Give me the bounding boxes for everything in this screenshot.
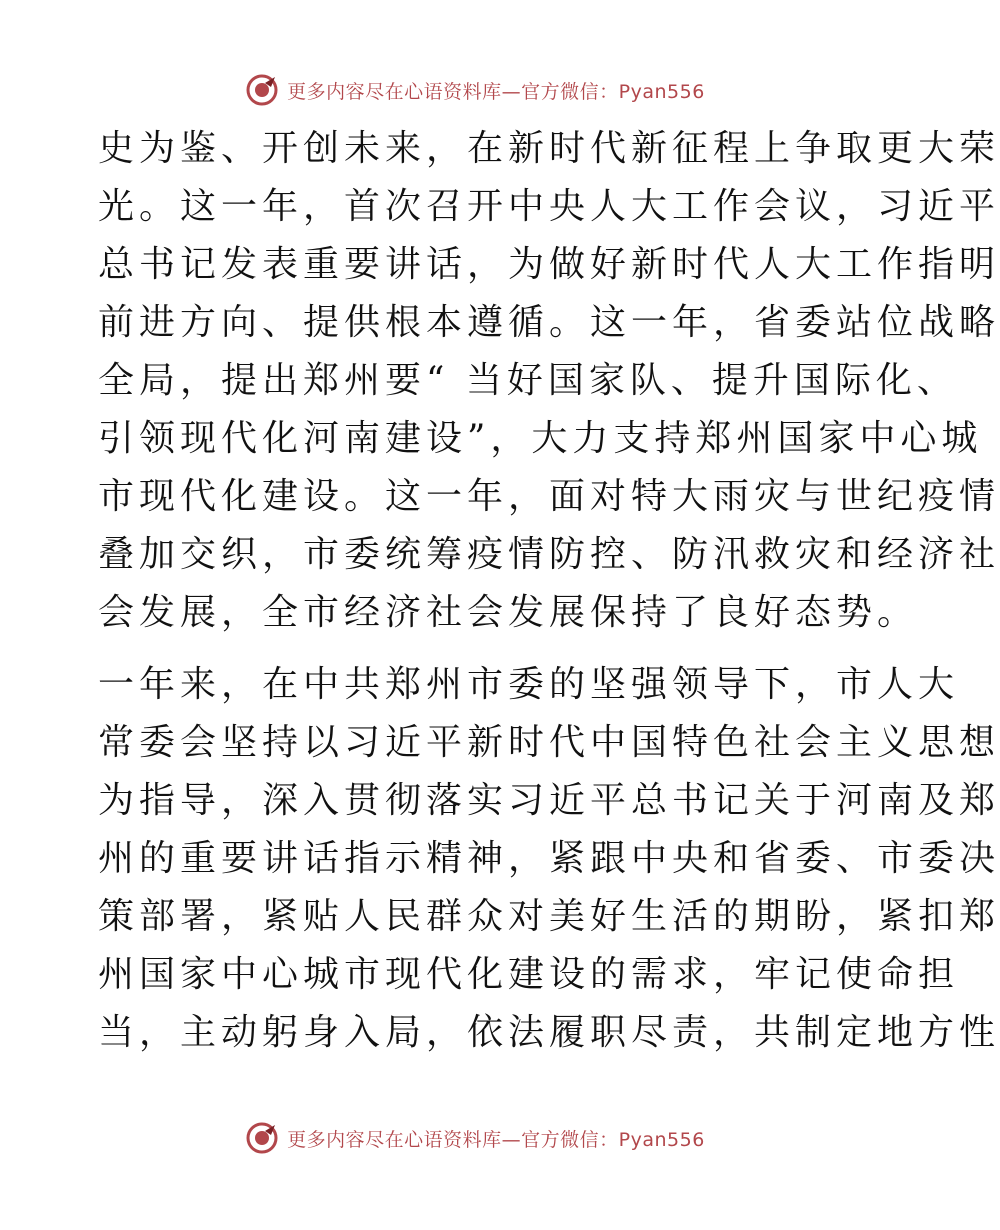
text-line: 当，主动躬身入局，依法履职尽责，共制定地方性: [98, 1012, 1000, 1053]
text-line: 常委会坚持以习近平新时代中国特色社会主义思想: [98, 722, 1000, 763]
text-line: 一年来，在中共郑州市委的坚强领导下，市人大: [98, 664, 960, 705]
text-line: 会发展，全市经济社会发展保持了良好态势。: [98, 592, 919, 633]
text-line: 叠加交织，市委统筹疫情防控、防汛救灾和经济社: [98, 534, 1000, 575]
text-line: 全局，提出郑州要“ 当好国家队、提升国际化、: [98, 360, 958, 401]
footer-watermark-text: 更多内容尽在心语资料库—官方微信：Pyan556: [287, 1128, 705, 1151]
text-line: 市现代化建设。这一年，面对特大雨灾与世纪疫情: [98, 476, 1000, 517]
footer-watermark: [0, 1118, 950, 1158]
paragraph-2: [98, 656, 1000, 1062]
header-watermark-text: 更多内容尽在心语资料库—官方微信：Pyan556: [287, 80, 705, 103]
text-line: 州国家中心城市现代化建设的需求，牢记使命担: [98, 954, 960, 995]
logo-icon: [245, 1121, 279, 1155]
paragraph-1: [98, 120, 1000, 642]
text-line: 州的重要讲话指示精神，紧跟中央和省委、市委决: [98, 838, 1000, 879]
text-line: 总书记发表重要讲话，为做好新时代人大工作指明: [98, 244, 1000, 285]
text-line: 光。这一年，首次召开中央人大工作会议，习近平: [98, 186, 1000, 227]
logo-icon: [245, 73, 279, 107]
text-line: 为指导，深入贯彻落实习近平总书记关于河南及郑: [98, 780, 1000, 821]
document-body: [98, 120, 1000, 1062]
text-line: 前进方向、提供根本遵循。这一年，省委站位战略: [98, 302, 1000, 343]
paragraph-gap: [98, 642, 858, 656]
header-watermark: [0, 70, 950, 110]
text-line: 引领现代化河南建设”，大力支持郑州国家中心城: [98, 418, 983, 459]
text-line: 史为鉴、开创未来，在新时代新征程上争取更大荣: [98, 128, 1000, 169]
text-line: 策部署，紧贴人民群众对美好生活的期盼，紧扣郑: [98, 896, 1000, 937]
